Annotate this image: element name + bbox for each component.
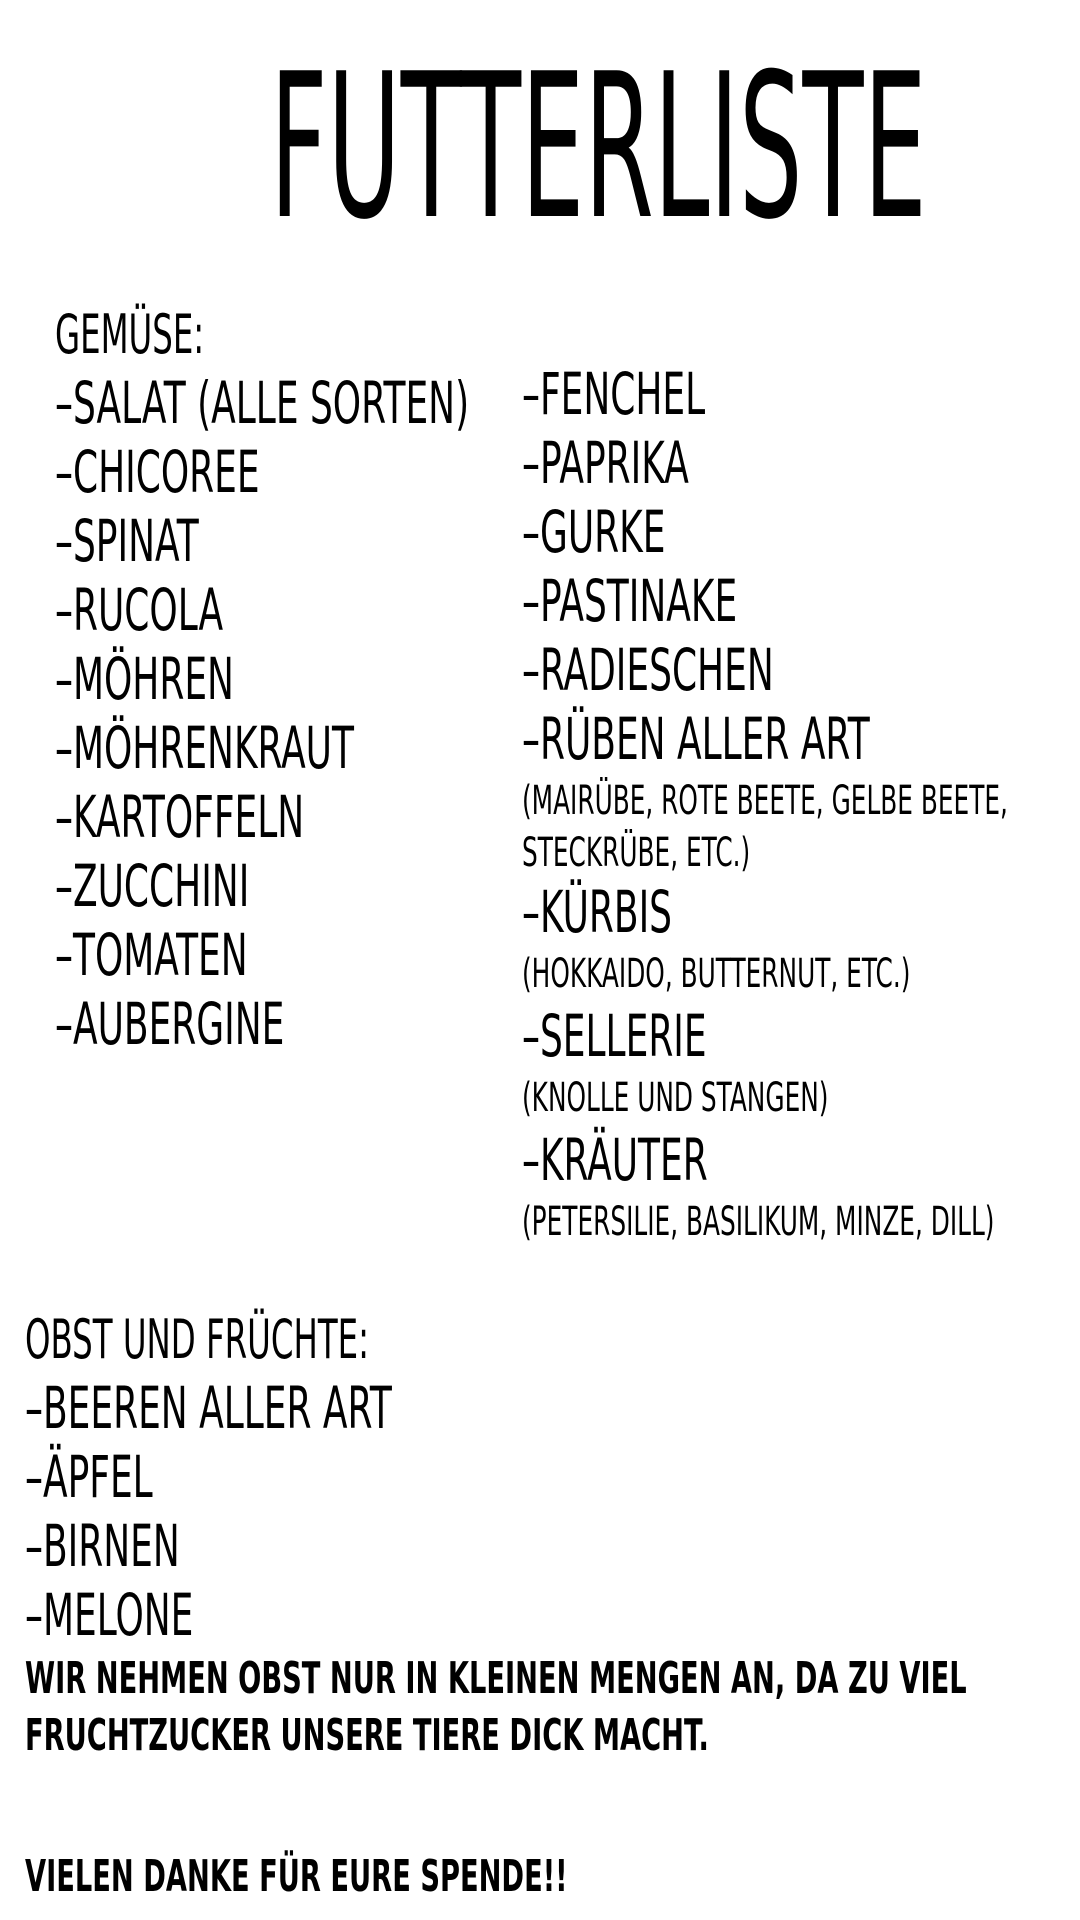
thanks-message: VIELEN DANKE FÜR EURE SPENDE!!	[25, 1851, 568, 1902]
list-item: –PAPRIKA	[522, 429, 689, 497]
vegetables-heading: GEMÜSE:	[55, 303, 205, 366]
list-item: –PASTINAKE	[522, 567, 738, 635]
fruit-notice-line: WIR NEHMEN OBST NUR IN KLEINEN MENGEN AN, DA ZU VIEL	[25, 1653, 967, 1704]
thanks-section	[25, 1848, 900, 1905]
list-item: –ÄPFEL	[25, 1443, 153, 1511]
list-item: –KRÄUTER	[522, 1126, 708, 1194]
list-item: –SELLERIE	[522, 1002, 707, 1070]
list-item: –TOMATEN	[55, 921, 248, 989]
list-item: –GURKE	[522, 498, 666, 566]
list-item: –BEEREN ALLER ART	[25, 1374, 392, 1442]
list-item: –MÖHRENKRAUT	[55, 714, 354, 782]
list-item: –SPINAT	[55, 507, 199, 575]
list-item-note: (MAIRÜBE, ROTE BEETE, GELBE BEETE,	[522, 778, 1008, 824]
list-item: –BIRNEN	[25, 1512, 180, 1580]
list-item: –ZUCCHINI	[55, 852, 250, 920]
vegetables-right-column	[522, 360, 1080, 1250]
list-item: –RADIESCHEN	[522, 636, 774, 704]
list-item: –RÜBEN ALLER ART	[522, 705, 870, 773]
fruit-notice-line: FRUCHTZUCKER UNSERE TIERE DICK MACHT.	[25, 1710, 709, 1761]
list-item: –FENCHEL	[522, 360, 706, 428]
list-item: –KARTOFFELN	[55, 783, 305, 851]
list-item-note: STECKRÜBE, ETC.)	[522, 830, 751, 876]
list-item: –SALAT (ALLE SORTEN)	[55, 369, 470, 437]
page-title: FUTTERLISTE	[270, 31, 927, 264]
list-item: –MÖHREN	[55, 645, 234, 713]
list-item: –RUCOLA	[55, 576, 224, 644]
list-item-note: (KNOLLE UND STANGEN)	[522, 1075, 829, 1121]
list-item: –CHICOREE	[55, 438, 260, 506]
list-item: –AUBERGINE	[55, 990, 285, 1058]
list-item: –MELONE	[25, 1581, 194, 1649]
list-item-note: (PETERSILIE, BASILIKUM, MINZE, DILL)	[522, 1199, 995, 1245]
list-item-note: (HOKKAIDO, BUTTERNUT, ETC.)	[522, 951, 911, 997]
fruit-section	[25, 1305, 1080, 1764]
list-item: –KÜRBIS	[522, 878, 673, 946]
fruit-heading: OBST UND FRÜCHTE:	[25, 1308, 370, 1371]
